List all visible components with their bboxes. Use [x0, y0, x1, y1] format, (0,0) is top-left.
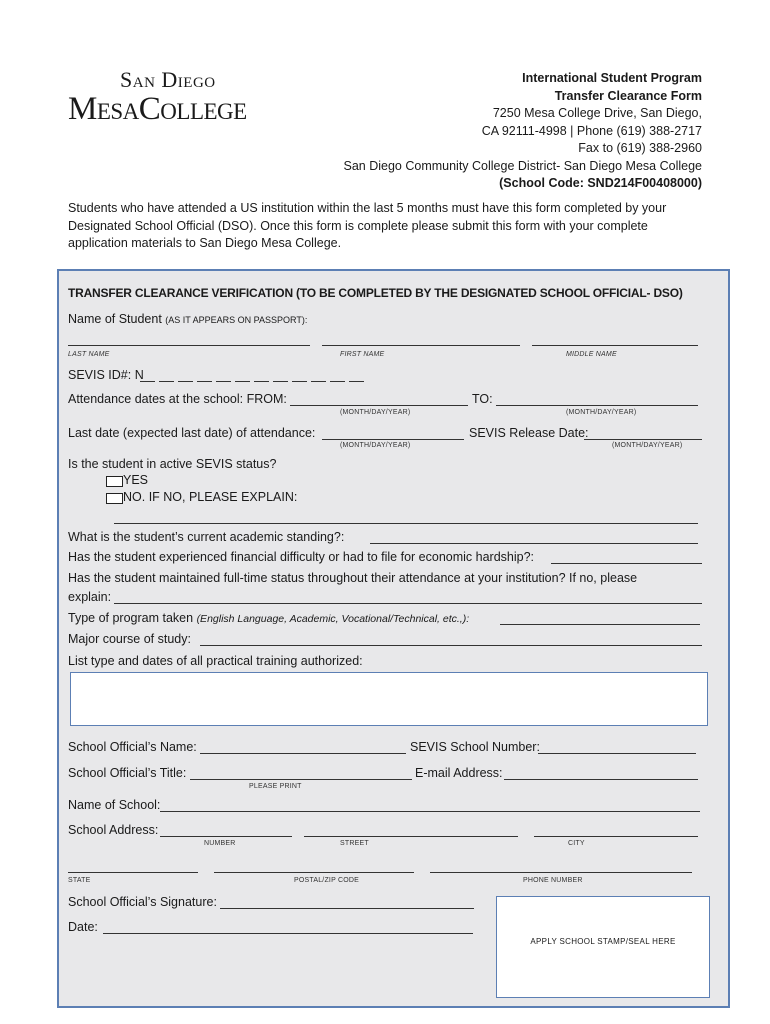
- date-label: Date:: [68, 920, 98, 934]
- yes-checkbox[interactable]: [106, 476, 123, 487]
- release-date-caption: (MONTH/DAY/YEAR): [612, 442, 683, 449]
- attendance-from-field[interactable]: [290, 405, 468, 406]
- last-date-label: Last date (expected last date) of attendance:: [68, 426, 316, 440]
- email-field[interactable]: [504, 779, 698, 780]
- release-date-field[interactable]: [584, 439, 702, 440]
- school-code: (School Code: SND214F00408000): [499, 176, 702, 190]
- sevis-id-digit[interactable]: [330, 381, 345, 382]
- fulltime-status-label: Has the student maintained full-time status throughout their attendance at your institution? If no, please: [68, 571, 638, 585]
- logo-line-2: MesaCollege: [68, 91, 247, 127]
- major-label: Major course of study:: [68, 632, 191, 646]
- last-date-caption: (MONTH/DAY/YEAR): [340, 442, 411, 449]
- state-caption: STATE: [68, 877, 91, 884]
- school-address-label: School Address:: [68, 823, 159, 837]
- email-label: E-mail Address:: [415, 766, 503, 780]
- from-date-caption: (MONTH/DAY/YEAR): [340, 409, 411, 416]
- official-title-field[interactable]: [190, 779, 412, 780]
- school-stamp-box: [496, 896, 710, 998]
- number-caption: NUMBER: [204, 840, 236, 847]
- academic-standing-label: What is the student’s current academic standing?:: [68, 530, 345, 544]
- program-type-label: Type of program taken (English Language, Academic, Vocational/Technical, etc.,):: [68, 611, 470, 625]
- sevis-id-digit[interactable]: [159, 381, 174, 382]
- sevis-id-digit[interactable]: [140, 381, 155, 382]
- phone-number-field[interactable]: [430, 872, 692, 873]
- attendance-from-label: Attendance dates at the school: FROM:: [68, 392, 287, 406]
- stamp-instruction: APPLY SCHOOL STAMP/SEAL HERE: [530, 937, 676, 946]
- last-name-field[interactable]: [68, 345, 310, 346]
- section-title: TRANSFER CLEARANCE VERIFICATION (TO BE COMPLETED BY THE DESIGNATED SCHOOL OFFICIAL- DSO): [68, 286, 683, 300]
- yes-label: YES: [123, 473, 149, 487]
- academic-standing-field[interactable]: [370, 543, 698, 544]
- sevis-id-digit[interactable]: [216, 381, 231, 382]
- signature-field[interactable]: [220, 908, 474, 909]
- sevis-id-digit[interactable]: [311, 381, 326, 382]
- official-title-label: School Official’s Title:: [68, 766, 187, 780]
- street-caption: STREET: [340, 840, 369, 847]
- sevis-id-digit[interactable]: [178, 381, 193, 382]
- address-street-field[interactable]: [304, 836, 518, 837]
- middle-name-caption: MIDDLE NAME: [566, 351, 617, 358]
- first-name-field[interactable]: [322, 345, 520, 346]
- attendance-to-label: TO:: [472, 392, 493, 406]
- sevis-school-number-field[interactable]: [538, 753, 696, 754]
- no-label: NO. IF NO, PLEASE EXPLAIN:: [123, 490, 298, 504]
- student-name-label: Name of Student (AS IT APPEARS ON PASSPORT):: [68, 312, 308, 326]
- sevis-id-digit[interactable]: [273, 381, 288, 382]
- official-name-field[interactable]: [200, 753, 406, 754]
- financial-difficulty-field[interactable]: [551, 563, 702, 564]
- address-city-field[interactable]: [534, 836, 698, 837]
- sevis-id-label: SEVIS ID#: N: [68, 368, 144, 382]
- to-date-caption: (MONTH/DAY/YEAR): [566, 409, 637, 416]
- program-type-field[interactable]: [500, 624, 700, 625]
- sevis-id-digit[interactable]: [349, 381, 364, 382]
- please-print-caption: PLEASE PRINT: [249, 783, 302, 790]
- postal-code-field[interactable]: [214, 872, 414, 873]
- practical-training-label: List type and dates of all practical training authorized:: [68, 654, 363, 668]
- last-date-field[interactable]: [322, 439, 464, 440]
- active-status-question: Is the student in active SEVIS status?: [68, 457, 277, 471]
- middle-name-field[interactable]: [532, 345, 698, 346]
- header-block: [344, 70, 703, 193]
- phone-caption: PHONE NUMBER: [523, 877, 583, 884]
- address-number-field[interactable]: [160, 836, 292, 837]
- state-field[interactable]: [68, 872, 198, 873]
- college-logo: [68, 68, 278, 126]
- explain-label: explain:: [68, 590, 112, 604]
- sevis-school-number-label: SEVIS School Number:: [410, 740, 540, 754]
- explain-field[interactable]: [114, 523, 698, 524]
- school-name-label: Name of School:: [68, 798, 161, 812]
- intro-text: Students who have attended a US institution within the last 5 months must have this form completed by your Designated School Official (DSO). Once this form is complete please submit this form with your complete application materials to San Diego Mesa College.: [68, 201, 667, 250]
- last-name-caption: LAST NAME: [68, 351, 110, 358]
- major-field[interactable]: [200, 645, 702, 646]
- fulltime-explain-field[interactable]: [114, 603, 702, 604]
- district-name: San Diego Community College District- San Diego Mesa College: [343, 158, 702, 173]
- first-name-caption: FIRST NAME: [340, 351, 385, 358]
- program-name: International Student Program: [522, 71, 702, 85]
- date-field[interactable]: [103, 933, 473, 934]
- address-line-2: CA 92111-4998 | Phone (619) 388-2717: [481, 123, 702, 138]
- sevis-id-digit[interactable]: [292, 381, 307, 382]
- fax-number: Fax to (619) 388-2960: [578, 141, 702, 155]
- school-name-field[interactable]: [160, 811, 700, 812]
- no-checkbox[interactable]: [106, 493, 123, 504]
- form-title: Transfer Clearance Form: [554, 88, 702, 103]
- city-caption: CITY: [568, 840, 585, 847]
- address-line-1: 7250 Mesa College Drive, San Diego,: [492, 106, 702, 120]
- signature-label: School Official’s Signature:: [68, 895, 217, 909]
- practical-training-textbox[interactable]: [70, 672, 708, 726]
- postal-caption: POSTAL/ZIP CODE: [294, 877, 359, 884]
- release-date-label: SEVIS Release Date:: [469, 426, 589, 440]
- sevis-id-digit[interactable]: [197, 381, 212, 382]
- financial-difficulty-label: Has the student experienced financial difficulty or had to file for economic hardship?:: [68, 550, 535, 564]
- attendance-to-field[interactable]: [496, 405, 698, 406]
- official-name-label: School Official’s Name:: [68, 740, 197, 754]
- sevis-id-digit[interactable]: [254, 381, 269, 382]
- logo-line-1: San Diego: [120, 67, 216, 92]
- sevis-id-digit[interactable]: [235, 381, 250, 382]
